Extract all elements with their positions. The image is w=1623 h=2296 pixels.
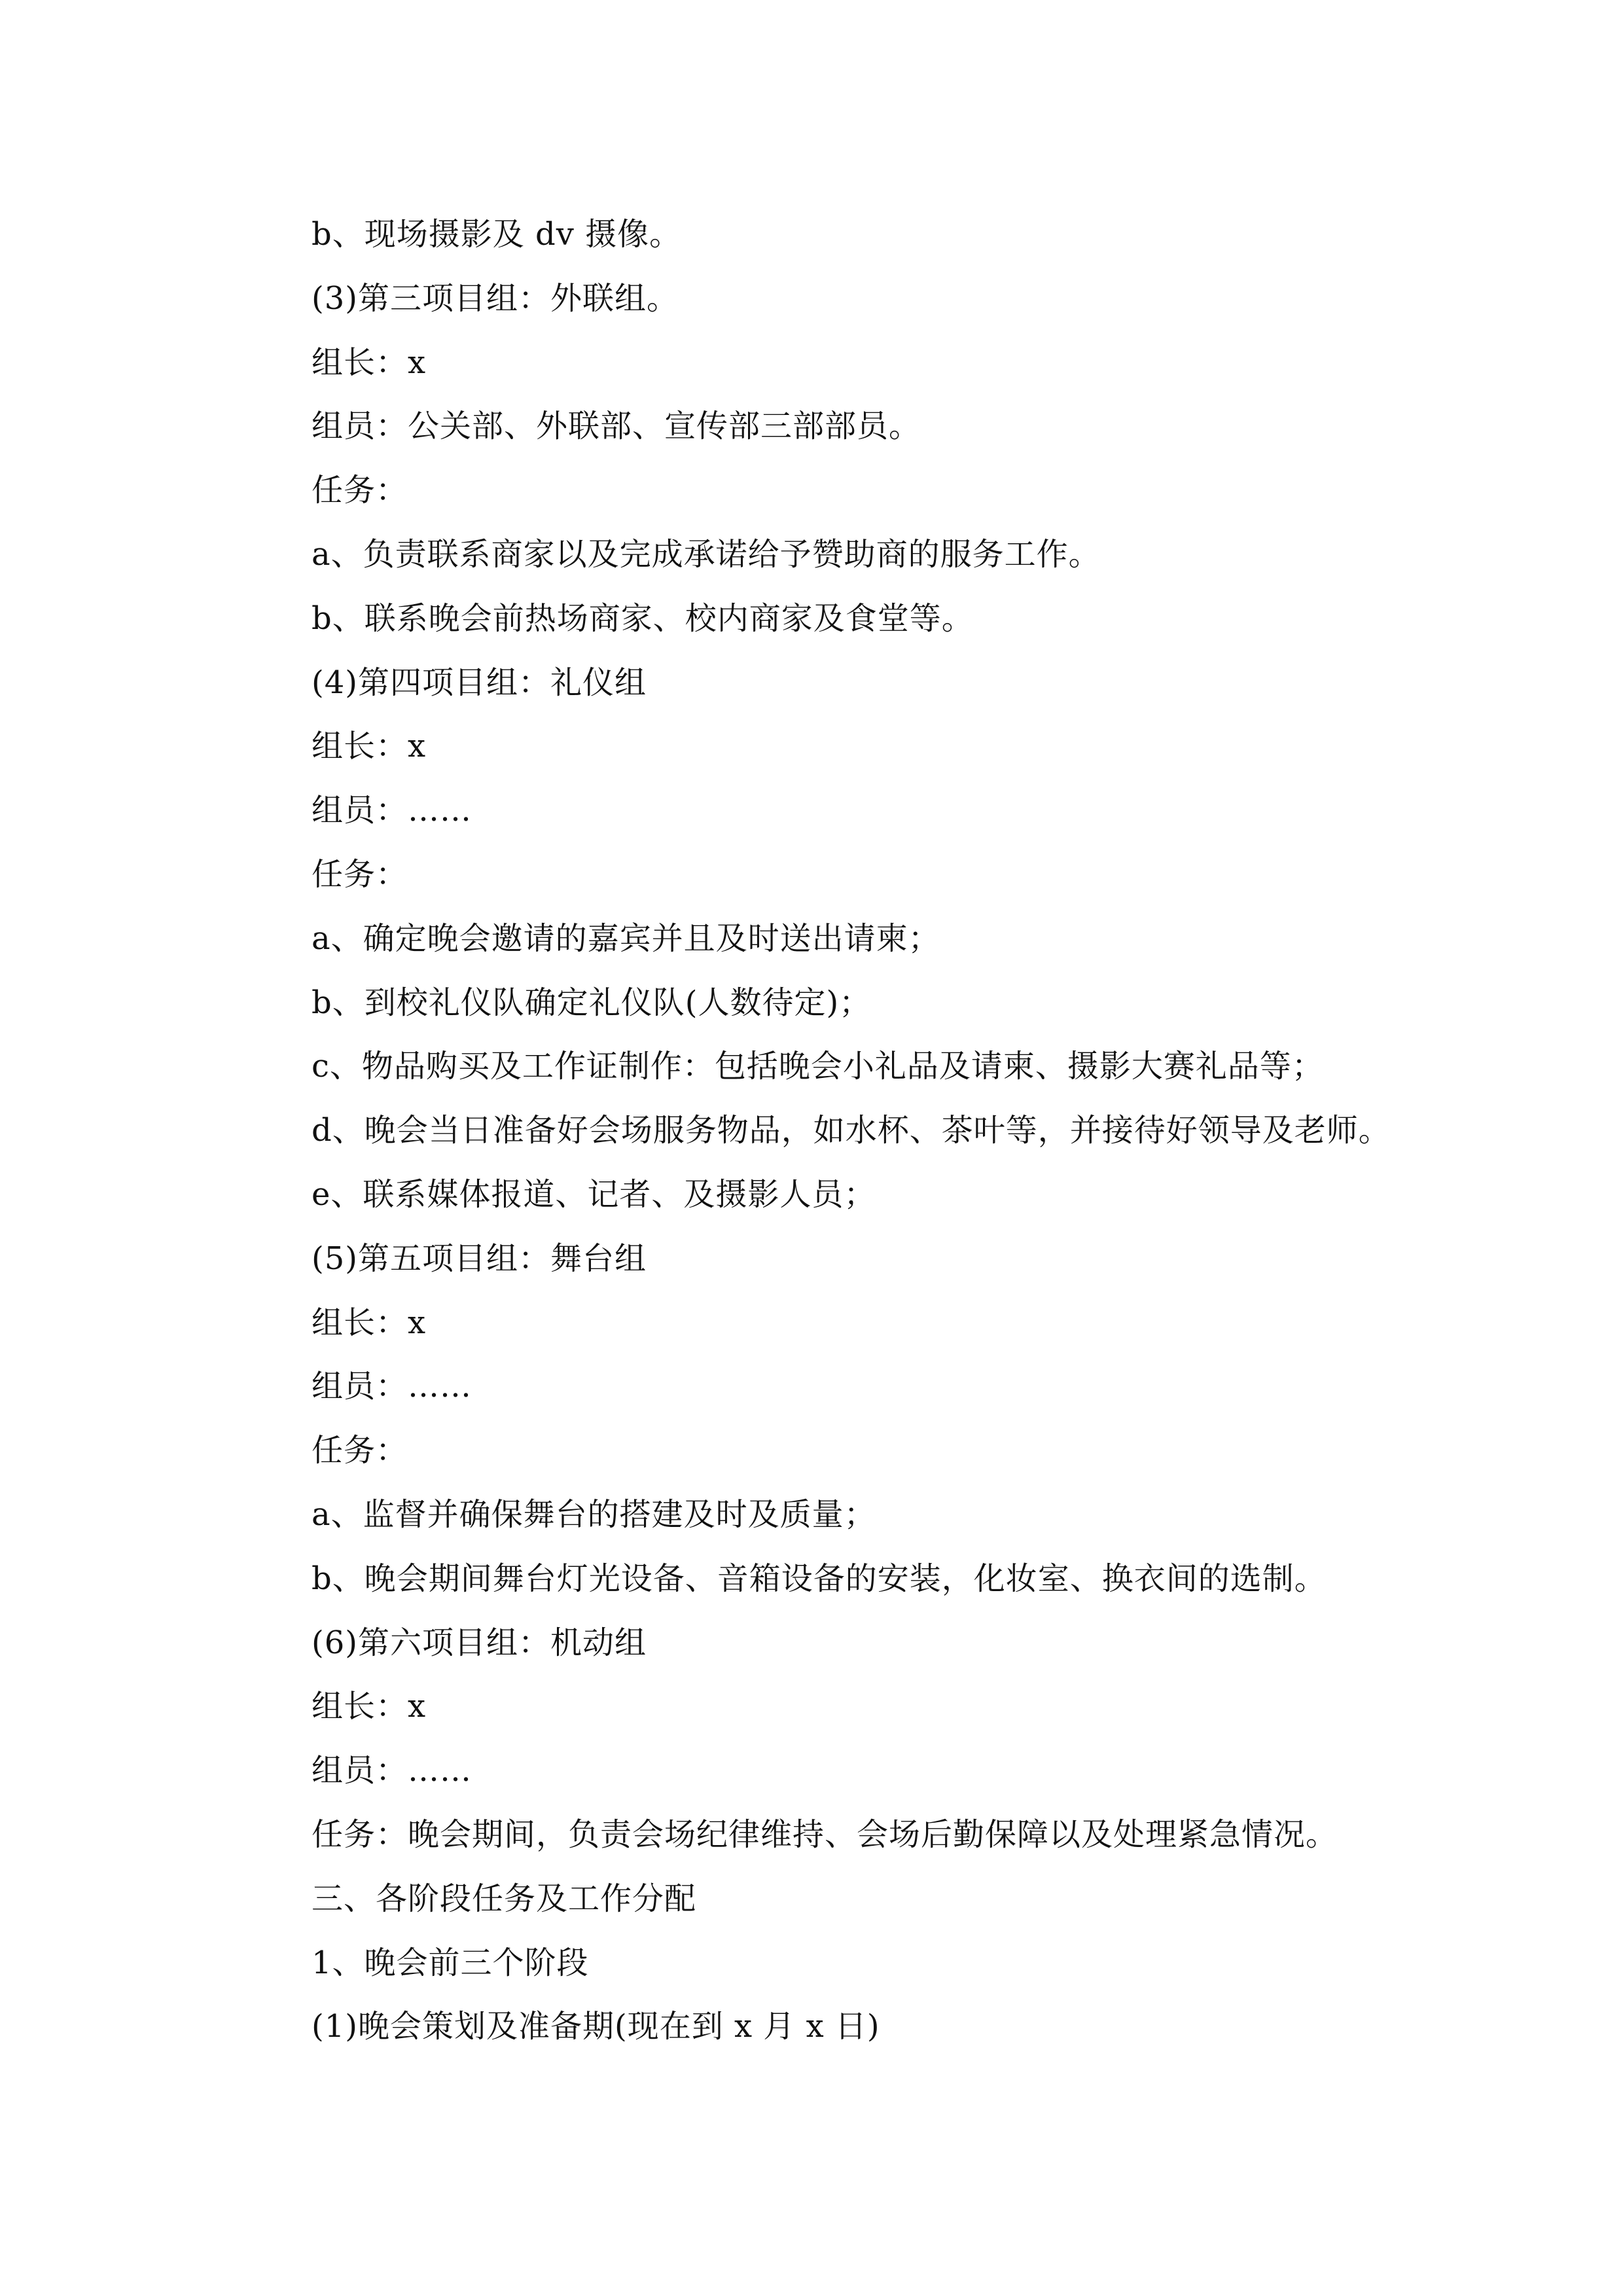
text-line: 任务： [312,472,408,509]
text-line: 组员：…… [312,792,473,829]
text-line: 组长：x [312,344,427,381]
chapter-heading: 三、各阶段任务及工作分配 [312,1880,697,1917]
text-line: b、到校礼仪队确定礼仪队(人数待定)； [312,984,872,1021]
subsection-heading: (1)晚会策划及准备期(现在到 x 月 x 日) [312,2008,880,2045]
text-line: b、现场摄影及 dv 摄像。 [312,216,682,253]
section-heading: (3)第三项目组：外联组。 [312,279,679,317]
text-line: 组员：…… [312,1752,473,1789]
text-line: a、确定晚会邀请的嘉宾并且及时送出请柬； [312,920,940,957]
text-line: 任务： [312,855,408,893]
text-line: c、物品购买及工作证制作：包括晚会小礼品及请柬、摄影大赛礼品等； [312,1048,1324,1085]
section-heading: (6)第六项目组：机动组 [312,1624,647,1661]
text-line: 组长：x [312,1304,427,1341]
section-heading: (5)第五项目组：舞台组 [312,1240,647,1277]
document-body [312,203,1424,2059]
text-line: 组长：x [312,1688,427,1725]
section-heading: (4)第四项目组：礼仪组 [312,664,647,701]
text-line: a、监督并确保舞台的搭建及时及质量； [312,1496,876,1533]
text-line: 组长：x [312,728,427,765]
text-line: e、联系媒体报道、记者、及摄影人员； [312,1175,876,1213]
subsection-heading: 1、晚会前三个阶段 [312,1944,589,1981]
text-line: b、联系晚会前热场商家、校内商家及食堂等。 [312,600,974,637]
text-line: d、晚会当日准备好会场服务物品，如水杯、茶叶等，并接待好领导及老师。 [312,1112,1391,1149]
text-line: 组员：公关部、外联部、宣传部三部部员。 [312,408,921,445]
text-line: b、晚会期间舞台灯光设备、音箱设备的安装，化妆室、换衣间的选制。 [312,1560,1327,1597]
text-line: 任务：晚会期间，负责会场纪律维持、会场后勤保障以及处理紧急情况。 [312,1816,1338,1853]
text-line: a、负责联系商家以及完成承诺给予赞助商的服务工作。 [312,535,1101,573]
text-line: 任务： [312,1432,408,1469]
text-line: 组员：…… [312,1368,473,1405]
